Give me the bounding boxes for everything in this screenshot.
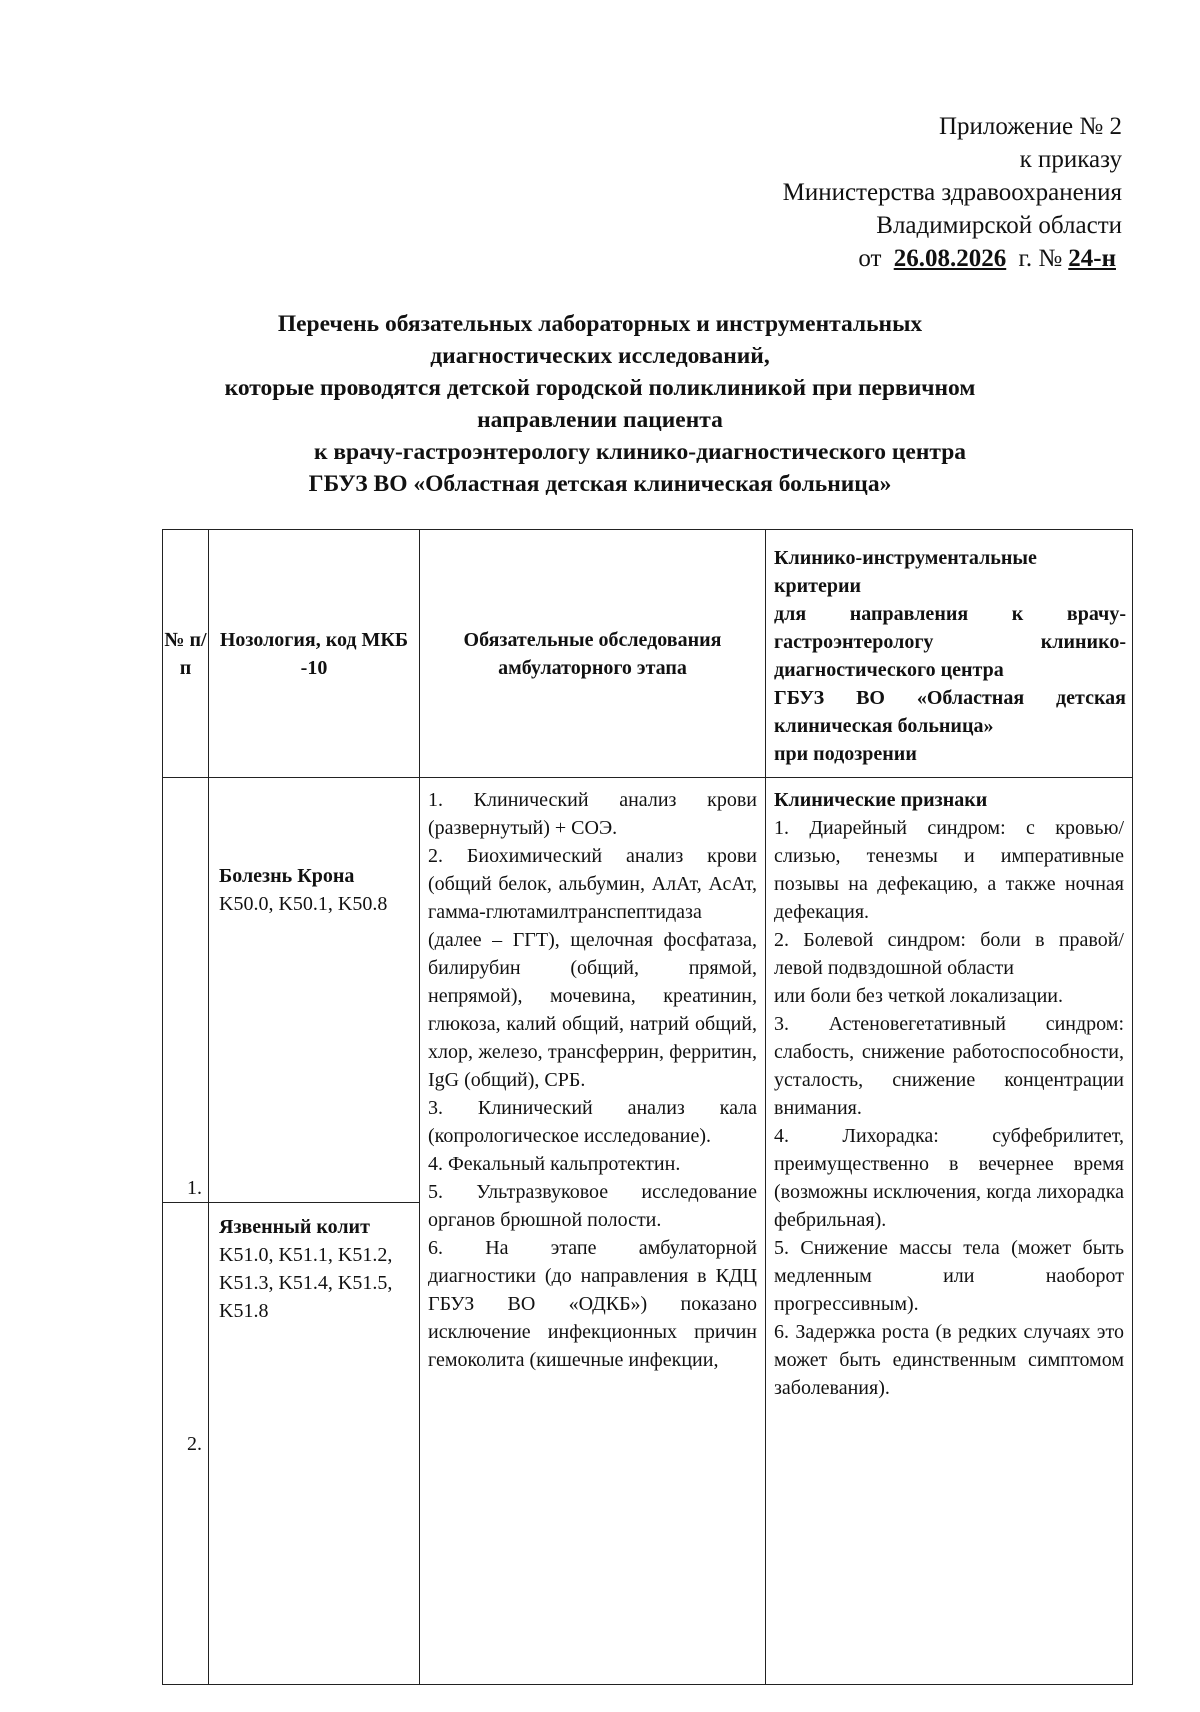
nozology-name: Болезнь Крона — [219, 865, 355, 887]
header-criteria-line-2: для направления к врачу-гастроэнтерологу клинико-диагностического центра — [774, 603, 1126, 681]
table-row — [163, 778, 1133, 1203]
nozology-name: Язвенный колит — [219, 1216, 370, 1238]
appendix-order-ref: к приказу — [1019, 146, 1122, 173]
criteria-item: или боли без четкой локализации. — [774, 985, 1064, 1007]
header-criteria-line-1: Клинико-инструментальные критерии — [774, 547, 1037, 597]
header-criteria-line-4: при подозрении — [774, 743, 917, 765]
header-criteria-line-3: ГБУЗ ВО «Областная детская клиническая больница» — [774, 687, 1126, 737]
title-line-4: направлении пациента — [477, 407, 723, 433]
criteria-cell — [766, 778, 1133, 1685]
criteria-item: 5. Снижение массы тела (может быть медленным или наоборот прогрессивным). — [774, 1237, 1124, 1315]
title-line-5: к врачу-гастроэнтерологу клинико-диагностического центра — [313, 439, 967, 465]
nozology-cell — [209, 1203, 420, 1685]
number-prefix: г. № — [1018, 245, 1063, 272]
order-date: 26.08.2026 — [893, 245, 1007, 272]
icd-codes: K51.0, K51.1, K51.2, K51.3, K51.4, K51.5, K51.8 — [219, 1244, 393, 1322]
title-line-2: диагностических исследований, — [430, 343, 770, 369]
criteria-item: 2. Болевой синдром: боли в правой/левой подвздошной области — [774, 929, 1124, 979]
criteria-item: 4. Лихорадка: субфебрилитет, преимущественно в вечернее время (возможны исключения, когда лихорадка фебрильная). — [774, 1125, 1124, 1231]
criteria-item: 6. Задержка роста (в редких случаях это может быть единственным симптомом заболевания). — [774, 1321, 1124, 1399]
row-number: 2. — [163, 1203, 209, 1685]
exam-item: 2. Биохимический анализ крови (общий белок, альбумин, АлАт, АсАт, гамма-глютамилтранспептидаза (далее – ГГТ), щелочная фосфатаза, билирубин (общий, прямой, непрямой), мочевина, креатинин, глюкоза, калий общий, натрий общий, хлор, железо, трансферрин, ферритин, IgG (общий), СРБ. — [428, 845, 757, 1091]
criteria-item: 1. Диарейный синдром: с кровью/слизью, тенезмы и императивные позывы на дефекацию, а также ночная дефекация. — [774, 817, 1124, 923]
exam-item: 5. Ультразвуковое исследование органов брюшной полости. — [428, 1181, 757, 1231]
document-title — [130, 308, 1070, 500]
header-criteria — [766, 530, 1133, 778]
exam-item: 4. Фекальный кальпротектин. — [428, 1153, 681, 1175]
criteria-item: 3. Астеновегетативный синдром: слабость, снижение работоспособности, усталость, снижение концентрации внимания. — [774, 1013, 1124, 1119]
date-prefix: от — [858, 245, 882, 272]
title-line-1: Перечень обязательных лабораторных и инструментальных — [277, 311, 923, 337]
appendix-title: Приложение № 2 — [938, 113, 1122, 140]
header-nozology: Нозология, код МКБ -10 — [209, 530, 420, 778]
criteria-table — [162, 529, 1133, 1685]
appendix-date-line — [783, 242, 1122, 275]
criteria-heading: Клинические признаки — [774, 789, 988, 811]
row-number: 1. — [163, 778, 209, 1203]
appendix-ministry: Министерства здравоохранения — [782, 179, 1122, 206]
exam-item: 3. Клинический анализ кала (копрологическое исследование). — [428, 1097, 757, 1147]
exam-item: 1. Клинический анализ крови (развернутый) + СОЭ. — [428, 789, 757, 839]
title-line-6: ГБУЗ ВО «Областная детская клиническая больница» — [308, 471, 892, 497]
title-line-3: которые проводятся детской городской поликлиникой при первичном — [224, 375, 976, 401]
appendix-region: Владимирской области — [876, 212, 1122, 239]
icd-codes: K50.0, K50.1, K50.8 — [219, 893, 388, 915]
nozology-cell — [209, 778, 420, 1203]
appendix-header — [783, 110, 1122, 275]
exam-item: 6. На этапе амбулаторной диагностики (до направления в КДЦ ГБУЗ ВО «ОДКБ») показано исключение инфекционных причин гемоколита (кишечные инфекции, — [428, 1237, 757, 1371]
order-number: 24-н — [1068, 245, 1116, 272]
header-num: № п/п — [163, 530, 209, 778]
exams-cell — [420, 778, 766, 1685]
table-header-row — [163, 530, 1133, 778]
header-exams: Обязательные обследования амбулаторного этапа — [420, 530, 766, 778]
